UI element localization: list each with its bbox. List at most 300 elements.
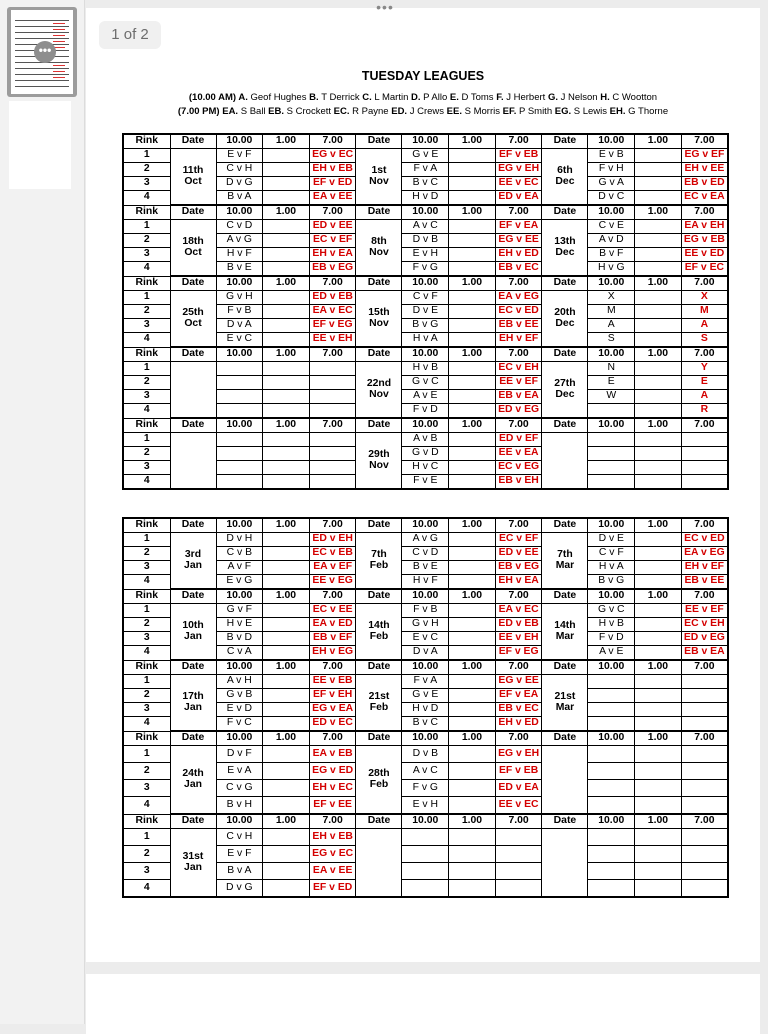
match-7pm: EE v EF — [681, 604, 728, 618]
match-10am — [588, 461, 635, 475]
match-1pm — [449, 533, 496, 547]
time-10-header: 10.00 — [588, 589, 635, 604]
legend-name: J Herbert — [506, 92, 546, 103]
match-10am — [588, 433, 635, 447]
match-7pm: EC v EF — [495, 533, 542, 547]
rink-header: Rink — [123, 660, 170, 675]
rink-number: 3 — [123, 703, 170, 717]
match-7pm: EH v EB — [309, 829, 356, 846]
rink-number: 3 — [123, 319, 170, 333]
time-7-header: 7.00 — [495, 731, 542, 746]
match-7pm: S — [681, 333, 728, 348]
match-7pm — [681, 863, 728, 880]
match-1pm — [449, 863, 496, 880]
match-1pm — [263, 248, 310, 262]
time-1-header: 1.00 — [449, 205, 496, 220]
match-1pm — [449, 163, 496, 177]
time-1-header: 1.00 — [635, 347, 682, 362]
match-10am — [588, 846, 635, 863]
rink-number: 1 — [123, 746, 170, 763]
match-1pm — [263, 863, 310, 880]
table-row — [123, 675, 728, 689]
time-10-header: 10.00 — [216, 589, 263, 604]
legend-name: S Morris — [464, 106, 500, 117]
match-7pm — [309, 475, 356, 490]
time-1-header: 1.00 — [263, 347, 310, 362]
time-1-header: 1.00 — [635, 134, 682, 149]
match-7pm — [681, 433, 728, 447]
match-10am: H v C — [402, 461, 449, 475]
date-cell — [170, 433, 216, 490]
match-1pm — [449, 177, 496, 191]
rink-number: 3 — [123, 248, 170, 262]
legend-code: EB. — [265, 106, 287, 117]
match-7pm — [495, 880, 542, 898]
date-cell: 1st Nov — [356, 149, 402, 206]
match-7pm: Y — [681, 362, 728, 376]
match-7pm: EG v EE — [495, 675, 542, 689]
match-1pm — [263, 234, 310, 248]
legend-name: S Ball — [240, 106, 266, 117]
time-1-header: 1.00 — [449, 731, 496, 746]
match-10am: D v H — [216, 533, 263, 547]
match-1pm — [449, 248, 496, 262]
match-7pm: ED v EE — [309, 220, 356, 234]
match-10am — [402, 846, 449, 863]
date-header: Date — [542, 814, 588, 829]
match-1pm — [263, 717, 310, 732]
match-7pm: EE v EH — [495, 632, 542, 646]
match-7pm: R — [681, 404, 728, 419]
match-10am: A v H — [216, 675, 263, 689]
time-10-header: 10.00 — [216, 660, 263, 675]
time-10-header: 10.00 — [402, 347, 449, 362]
rink-number: 1 — [123, 433, 170, 447]
rink-number: 1 — [123, 675, 170, 689]
time-10-header: 10.00 — [402, 518, 449, 533]
date-cell: 27th Dec — [542, 362, 588, 419]
match-10am: H v F — [216, 248, 263, 262]
match-7pm: EG v EF — [681, 149, 728, 163]
match-7pm — [495, 863, 542, 880]
time-1-header: 1.00 — [449, 660, 496, 675]
match-10am: A — [588, 319, 635, 333]
time-7-header: 7.00 — [495, 518, 542, 533]
match-7pm: EC v EB — [309, 547, 356, 561]
match-7pm — [681, 846, 728, 863]
table-row — [123, 829, 728, 846]
rink-number: 2 — [123, 376, 170, 390]
match-1pm — [449, 362, 496, 376]
match-10am: D v A — [216, 319, 263, 333]
match-10am: B v G — [588, 575, 635, 590]
match-7pm: EC v EH — [495, 362, 542, 376]
date-cell: 14th Mar — [542, 604, 588, 661]
time-10-header: 10.00 — [402, 814, 449, 829]
match-7pm: EH v ED — [495, 248, 542, 262]
match-1pm — [263, 333, 310, 348]
match-7pm — [681, 780, 728, 797]
header-row — [123, 276, 728, 291]
header-row — [123, 660, 728, 675]
match-1pm — [263, 780, 310, 797]
time-10-header: 10.00 — [402, 660, 449, 675]
match-10am — [216, 362, 263, 376]
match-7pm: X — [681, 291, 728, 305]
match-10am — [588, 880, 635, 898]
time-10-header: 10.00 — [588, 814, 635, 829]
match-10am: B v E — [402, 561, 449, 575]
time-7-header: 7.00 — [681, 814, 728, 829]
date-header: Date — [542, 347, 588, 362]
match-1pm — [635, 797, 682, 815]
match-7pm: EB v ED — [681, 177, 728, 191]
legend-code: EE. — [444, 106, 465, 117]
match-10am: D v C — [588, 191, 635, 206]
legend-code: A. — [238, 92, 251, 103]
match-1pm — [263, 646, 310, 661]
match-7pm — [681, 746, 728, 763]
rink-header: Rink — [123, 731, 170, 746]
match-7pm — [681, 475, 728, 490]
time-7-header: 7.00 — [495, 276, 542, 291]
match-10am — [588, 863, 635, 880]
match-10am: C v F — [588, 547, 635, 561]
match-1pm — [449, 262, 496, 277]
match-10am — [402, 829, 449, 846]
rink-header: Rink — [123, 518, 170, 533]
match-7pm — [681, 763, 728, 780]
match-1pm — [263, 475, 310, 490]
match-1pm — [449, 829, 496, 846]
match-7pm — [681, 461, 728, 475]
date-cell: 20th Dec — [542, 291, 588, 348]
match-7pm: EG v EH — [495, 163, 542, 177]
time-7-header: 7.00 — [495, 814, 542, 829]
time-10-header: 10.00 — [588, 660, 635, 675]
time-7-header: 7.00 — [495, 347, 542, 362]
time-10-header: 10.00 — [402, 276, 449, 291]
rink-number: 1 — [123, 533, 170, 547]
legend-am — [86, 92, 760, 103]
match-1pm — [449, 703, 496, 717]
time-10-header: 10.00 — [216, 518, 263, 533]
match-7pm: EH v EE — [681, 163, 728, 177]
match-1pm — [635, 561, 682, 575]
match-7pm: E — [681, 376, 728, 390]
header-row — [123, 347, 728, 362]
match-1pm — [635, 163, 682, 177]
match-7pm: ED v EG — [681, 632, 728, 646]
legend-code: EA. — [222, 106, 241, 117]
match-10am — [588, 404, 635, 419]
match-10am: S — [588, 333, 635, 348]
date-cell: 7th Feb — [356, 533, 402, 590]
match-10am: A v G — [216, 234, 263, 248]
match-10am: E v F — [216, 846, 263, 863]
date-cell: 29th Nov — [356, 433, 402, 490]
rink-number: 4 — [123, 797, 170, 815]
match-10am: G v B — [216, 689, 263, 703]
match-10am: M — [588, 305, 635, 319]
header-row — [123, 134, 728, 149]
date-header: Date — [356, 518, 402, 533]
match-7pm — [309, 433, 356, 447]
match-1pm — [635, 447, 682, 461]
toolbar-dots-icon[interactable]: ••• — [376, 0, 394, 15]
rink-number: 4 — [123, 575, 170, 590]
time-7-header: 7.00 — [681, 205, 728, 220]
match-1pm — [263, 533, 310, 547]
legend-code: EC. — [331, 106, 353, 117]
rink-number: 2 — [123, 305, 170, 319]
time-1-header: 1.00 — [449, 276, 496, 291]
match-7pm: EB v EA — [681, 646, 728, 661]
time-1-header: 1.00 — [635, 418, 682, 433]
rink-number: 2 — [123, 763, 170, 780]
match-10am: F v G — [402, 262, 449, 277]
match-1pm — [449, 646, 496, 661]
time-1-header: 1.00 — [635, 814, 682, 829]
match-7pm: EG v EE — [495, 234, 542, 248]
match-7pm: EH v EC — [309, 780, 356, 797]
match-1pm — [635, 863, 682, 880]
match-7pm: EE v EA — [495, 447, 542, 461]
match-10am — [216, 447, 263, 461]
time-10-header: 10.00 — [402, 205, 449, 220]
match-7pm: ED v EF — [495, 433, 542, 447]
legend-time: (10.00 AM) — [188, 92, 239, 103]
legend-name: J Crews — [409, 106, 445, 117]
rink-number: 4 — [123, 475, 170, 490]
match-1pm — [635, 191, 682, 206]
match-1pm — [263, 220, 310, 234]
match-1pm — [263, 829, 310, 846]
page-2-thumbnail[interactable] — [9, 101, 71, 189]
table-row — [123, 746, 728, 763]
match-10am — [216, 433, 263, 447]
date-cell: 31st Jan — [170, 829, 216, 898]
match-7pm: EE v EC — [495, 177, 542, 191]
time-7-header: 7.00 — [309, 276, 356, 291]
match-10am: B v C — [402, 177, 449, 191]
date-cell — [356, 829, 402, 898]
match-1pm — [635, 248, 682, 262]
match-10am — [588, 475, 635, 490]
header-row — [123, 814, 728, 829]
date-header: Date — [170, 134, 216, 149]
match-1pm — [263, 433, 310, 447]
rink-number: 2 — [123, 846, 170, 863]
legend-code: EF. — [500, 106, 520, 117]
match-1pm — [449, 746, 496, 763]
time-1-header: 1.00 — [263, 814, 310, 829]
match-1pm — [263, 763, 310, 780]
rink-number: 4 — [123, 262, 170, 277]
rink-number: 2 — [123, 689, 170, 703]
match-10am: E v C — [402, 632, 449, 646]
legend-name: Geof Hughes — [250, 92, 307, 103]
match-1pm — [449, 220, 496, 234]
match-10am: E v A — [216, 763, 263, 780]
rink-number: 4 — [123, 191, 170, 206]
match-10am: F v E — [402, 475, 449, 490]
match-10am: B v A — [216, 191, 263, 206]
match-10am: H v D — [402, 191, 449, 206]
header-row — [123, 418, 728, 433]
time-10-header: 10.00 — [588, 418, 635, 433]
rink-number: 2 — [123, 163, 170, 177]
time-7-header: 7.00 — [309, 731, 356, 746]
match-10am: D v B — [402, 746, 449, 763]
time-10-header: 10.00 — [216, 276, 263, 291]
match-1pm — [263, 575, 310, 590]
match-1pm — [263, 376, 310, 390]
rink-number: 3 — [123, 780, 170, 797]
match-7pm — [681, 797, 728, 815]
thumbnail-sidebar — [0, 0, 85, 1024]
match-10am: H v A — [402, 333, 449, 348]
legend-code: G. — [545, 92, 561, 103]
time-1-header: 1.00 — [263, 276, 310, 291]
date-header: Date — [170, 814, 216, 829]
time-1-header: 1.00 — [263, 418, 310, 433]
header-row — [123, 589, 728, 604]
date-header: Date — [356, 814, 402, 829]
legend-name: R Payne — [352, 106, 389, 117]
match-7pm — [309, 447, 356, 461]
time-10-header: 10.00 — [216, 731, 263, 746]
match-7pm: EG v EH — [495, 746, 542, 763]
time-7-header: 7.00 — [309, 134, 356, 149]
time-7-header: 7.00 — [495, 205, 542, 220]
page-1-thumbnail[interactable] — [7, 7, 77, 97]
time-10-header: 10.00 — [588, 518, 635, 533]
match-7pm: EH v EA — [309, 248, 356, 262]
rink-number: 2 — [123, 447, 170, 461]
date-header: Date — [356, 347, 402, 362]
time-10-header: 10.00 — [402, 589, 449, 604]
match-7pm: M — [681, 305, 728, 319]
match-1pm — [263, 703, 310, 717]
match-10am — [588, 717, 635, 732]
date-cell — [542, 433, 588, 490]
legend-name: D Toms — [461, 92, 494, 103]
match-10am: E v D — [216, 703, 263, 717]
match-1pm — [635, 604, 682, 618]
match-10am: D v A — [402, 646, 449, 661]
match-1pm — [263, 262, 310, 277]
match-10am: C v D — [216, 220, 263, 234]
more-options-icon[interactable]: ••• — [34, 41, 56, 63]
match-7pm — [681, 447, 728, 461]
rink-number: 2 — [123, 234, 170, 248]
time-7-header: 7.00 — [495, 134, 542, 149]
rink-number: 4 — [123, 717, 170, 732]
time-10-header: 10.00 — [402, 418, 449, 433]
date-header: Date — [356, 134, 402, 149]
time-10-header: 10.00 — [588, 276, 635, 291]
time-7-header: 7.00 — [681, 347, 728, 362]
rink-number: 3 — [123, 863, 170, 880]
match-7pm: EB v EF — [309, 632, 356, 646]
time-7-header: 7.00 — [495, 660, 542, 675]
date-header: Date — [356, 731, 402, 746]
match-1pm — [263, 404, 310, 419]
date-cell: 7th Mar — [542, 533, 588, 590]
rink-number: 3 — [123, 561, 170, 575]
match-1pm — [449, 376, 496, 390]
match-7pm: EE v EG — [309, 575, 356, 590]
match-1pm — [449, 575, 496, 590]
match-10am — [588, 797, 635, 815]
time-10-header: 10.00 — [216, 134, 263, 149]
date-cell: 22nd Nov — [356, 362, 402, 419]
match-10am — [588, 746, 635, 763]
time-1-header: 1.00 — [263, 731, 310, 746]
match-10am: C v G — [216, 780, 263, 797]
match-10am — [216, 376, 263, 390]
time-7-header: 7.00 — [309, 347, 356, 362]
table-row — [123, 604, 728, 618]
header-row — [123, 731, 728, 746]
match-7pm: EF v EG — [309, 319, 356, 333]
legend-name: L Martin — [374, 92, 409, 103]
rink-header: Rink — [123, 589, 170, 604]
rink-number: 4 — [123, 333, 170, 348]
match-10am — [588, 829, 635, 846]
rink-number: 4 — [123, 880, 170, 898]
match-1pm — [635, 646, 682, 661]
match-10am — [216, 461, 263, 475]
match-10am — [588, 447, 635, 461]
time-7-header: 7.00 — [309, 205, 356, 220]
match-10am: B v H — [216, 797, 263, 815]
match-7pm — [681, 675, 728, 689]
time-1-header: 1.00 — [635, 589, 682, 604]
match-7pm: EA v EE — [309, 863, 356, 880]
date-cell: 10th Jan — [170, 604, 216, 661]
date-header: Date — [356, 276, 402, 291]
match-10am: A v C — [402, 220, 449, 234]
time-7-header: 7.00 — [309, 814, 356, 829]
match-7pm: EE v ED — [681, 248, 728, 262]
table-row — [123, 533, 728, 547]
match-1pm — [263, 632, 310, 646]
match-1pm — [635, 780, 682, 797]
date-cell — [542, 829, 588, 898]
match-7pm: ED v EE — [495, 547, 542, 561]
date-cell: 15th Nov — [356, 291, 402, 348]
match-7pm: ED v EH — [309, 533, 356, 547]
time-1-header: 1.00 — [635, 518, 682, 533]
match-1pm — [635, 433, 682, 447]
match-7pm: EH v EF — [495, 333, 542, 348]
match-10am: A v E — [588, 646, 635, 661]
match-1pm — [635, 533, 682, 547]
rink-number: 3 — [123, 461, 170, 475]
match-10am: E v G — [216, 575, 263, 590]
match-7pm: EC v EG — [495, 461, 542, 475]
match-1pm — [635, 746, 682, 763]
match-10am — [402, 863, 449, 880]
match-7pm: ED v EA — [495, 780, 542, 797]
date-header: Date — [170, 205, 216, 220]
rink-number: 3 — [123, 632, 170, 646]
date-header: Date — [542, 518, 588, 533]
match-7pm: EA v EF — [309, 561, 356, 575]
header-row — [123, 205, 728, 220]
